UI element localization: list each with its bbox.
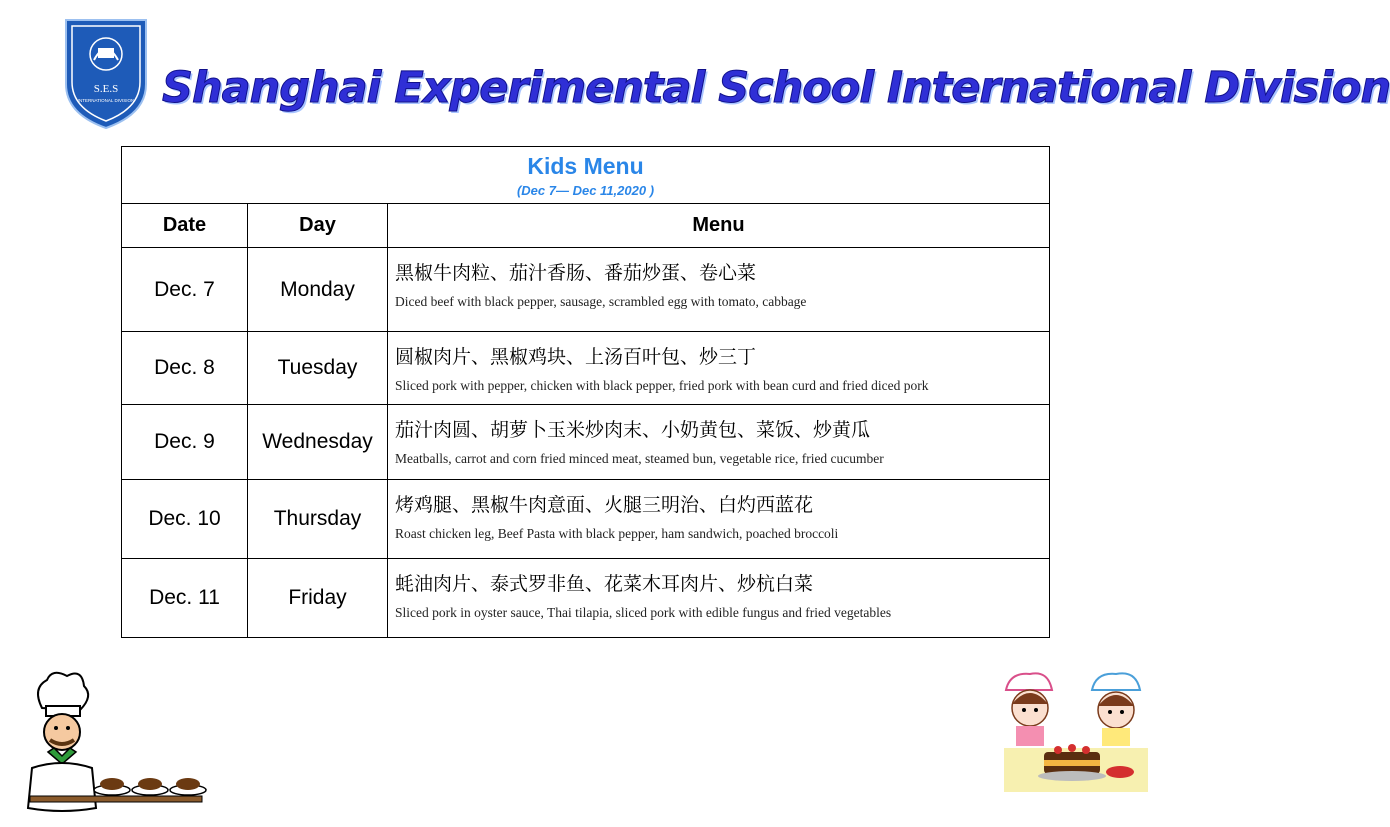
school-name: Shanghai Experimental School International Division [162, 63, 1390, 113]
row-date: Dec. 9 [122, 405, 248, 480]
row-menu [388, 559, 1050, 638]
menu-title: Kids Menu [527, 153, 644, 179]
table-row [122, 480, 1050, 559]
table-row [122, 332, 1050, 405]
menu-chinese: 黑椒牛肉粒、茄汁香肠、番茄炒蛋、卷心菜 [395, 262, 757, 284]
menu-chinese: 圆椒肉片、黑椒鸡块、上汤百叶包、炒三丁 [395, 346, 757, 368]
menu-chinese: 蚝油肉片、泰式罗非鱼、花菜木耳肉片、炒杭白菜 [395, 573, 814, 595]
menu-table [121, 146, 1050, 638]
row-day: Monday [248, 248, 388, 332]
row-menu [388, 248, 1050, 332]
menu-title-cell [122, 147, 1050, 204]
column-header-menu: Menu [388, 204, 1050, 248]
column-header-date: Date [122, 204, 248, 248]
table-row [122, 559, 1050, 638]
logo-text: S.E.S [93, 83, 119, 95]
row-day: Friday [248, 559, 388, 638]
row-menu [388, 480, 1050, 559]
row-day: Wednesday [248, 405, 388, 480]
menu-date-range: (Dec 7— Dec 11,2020 ) [516, 183, 655, 198]
row-day: Tuesday [248, 332, 388, 405]
menu-chinese: 烤鸡腿、黑椒牛肉意面、火腿三明治、白灼西蓝花 [395, 494, 814, 516]
chef-illustration [12, 668, 212, 818]
table-row [122, 248, 1050, 332]
table-row [122, 405, 1050, 480]
row-menu [388, 405, 1050, 480]
menu-english: Sliced pork with pepper, chicken with black pepper, fried pork with bean curd and fried diced pork [395, 378, 929, 393]
row-date: Dec. 10 [122, 480, 248, 559]
menu-english: Meatballs, carrot and corn fried minced meat, steamed bun, vegetable rice, fried cucumber [395, 451, 884, 466]
menu-chinese: 茄汁肉圆、胡萝卜玉米炒肉末、小奶黄包、菜饭、炒黄瓜 [395, 419, 871, 441]
column-header-day: Day [248, 204, 388, 248]
kids-baking-illustration [1000, 668, 1152, 794]
menu-english: Diced beef with black pepper, sausage, scrambled egg with tomato, cabbage [395, 294, 807, 309]
menu-english: Roast chicken leg, Beef Pasta with black pepper, ham sandwich, poached broccoli [395, 526, 839, 541]
row-day: Thursday [248, 480, 388, 559]
row-date: Dec. 7 [122, 248, 248, 332]
row-date: Dec. 11 [122, 559, 248, 638]
row-date: Dec. 8 [122, 332, 248, 405]
menu-english: Sliced pork in oyster sauce, Thai tilapia, sliced pork with edible fungus and fried vegetables [395, 605, 892, 620]
logo-subtext: INTERNATIONAL DIVISION [77, 98, 135, 103]
row-menu [388, 332, 1050, 405]
school-logo [64, 18, 148, 130]
